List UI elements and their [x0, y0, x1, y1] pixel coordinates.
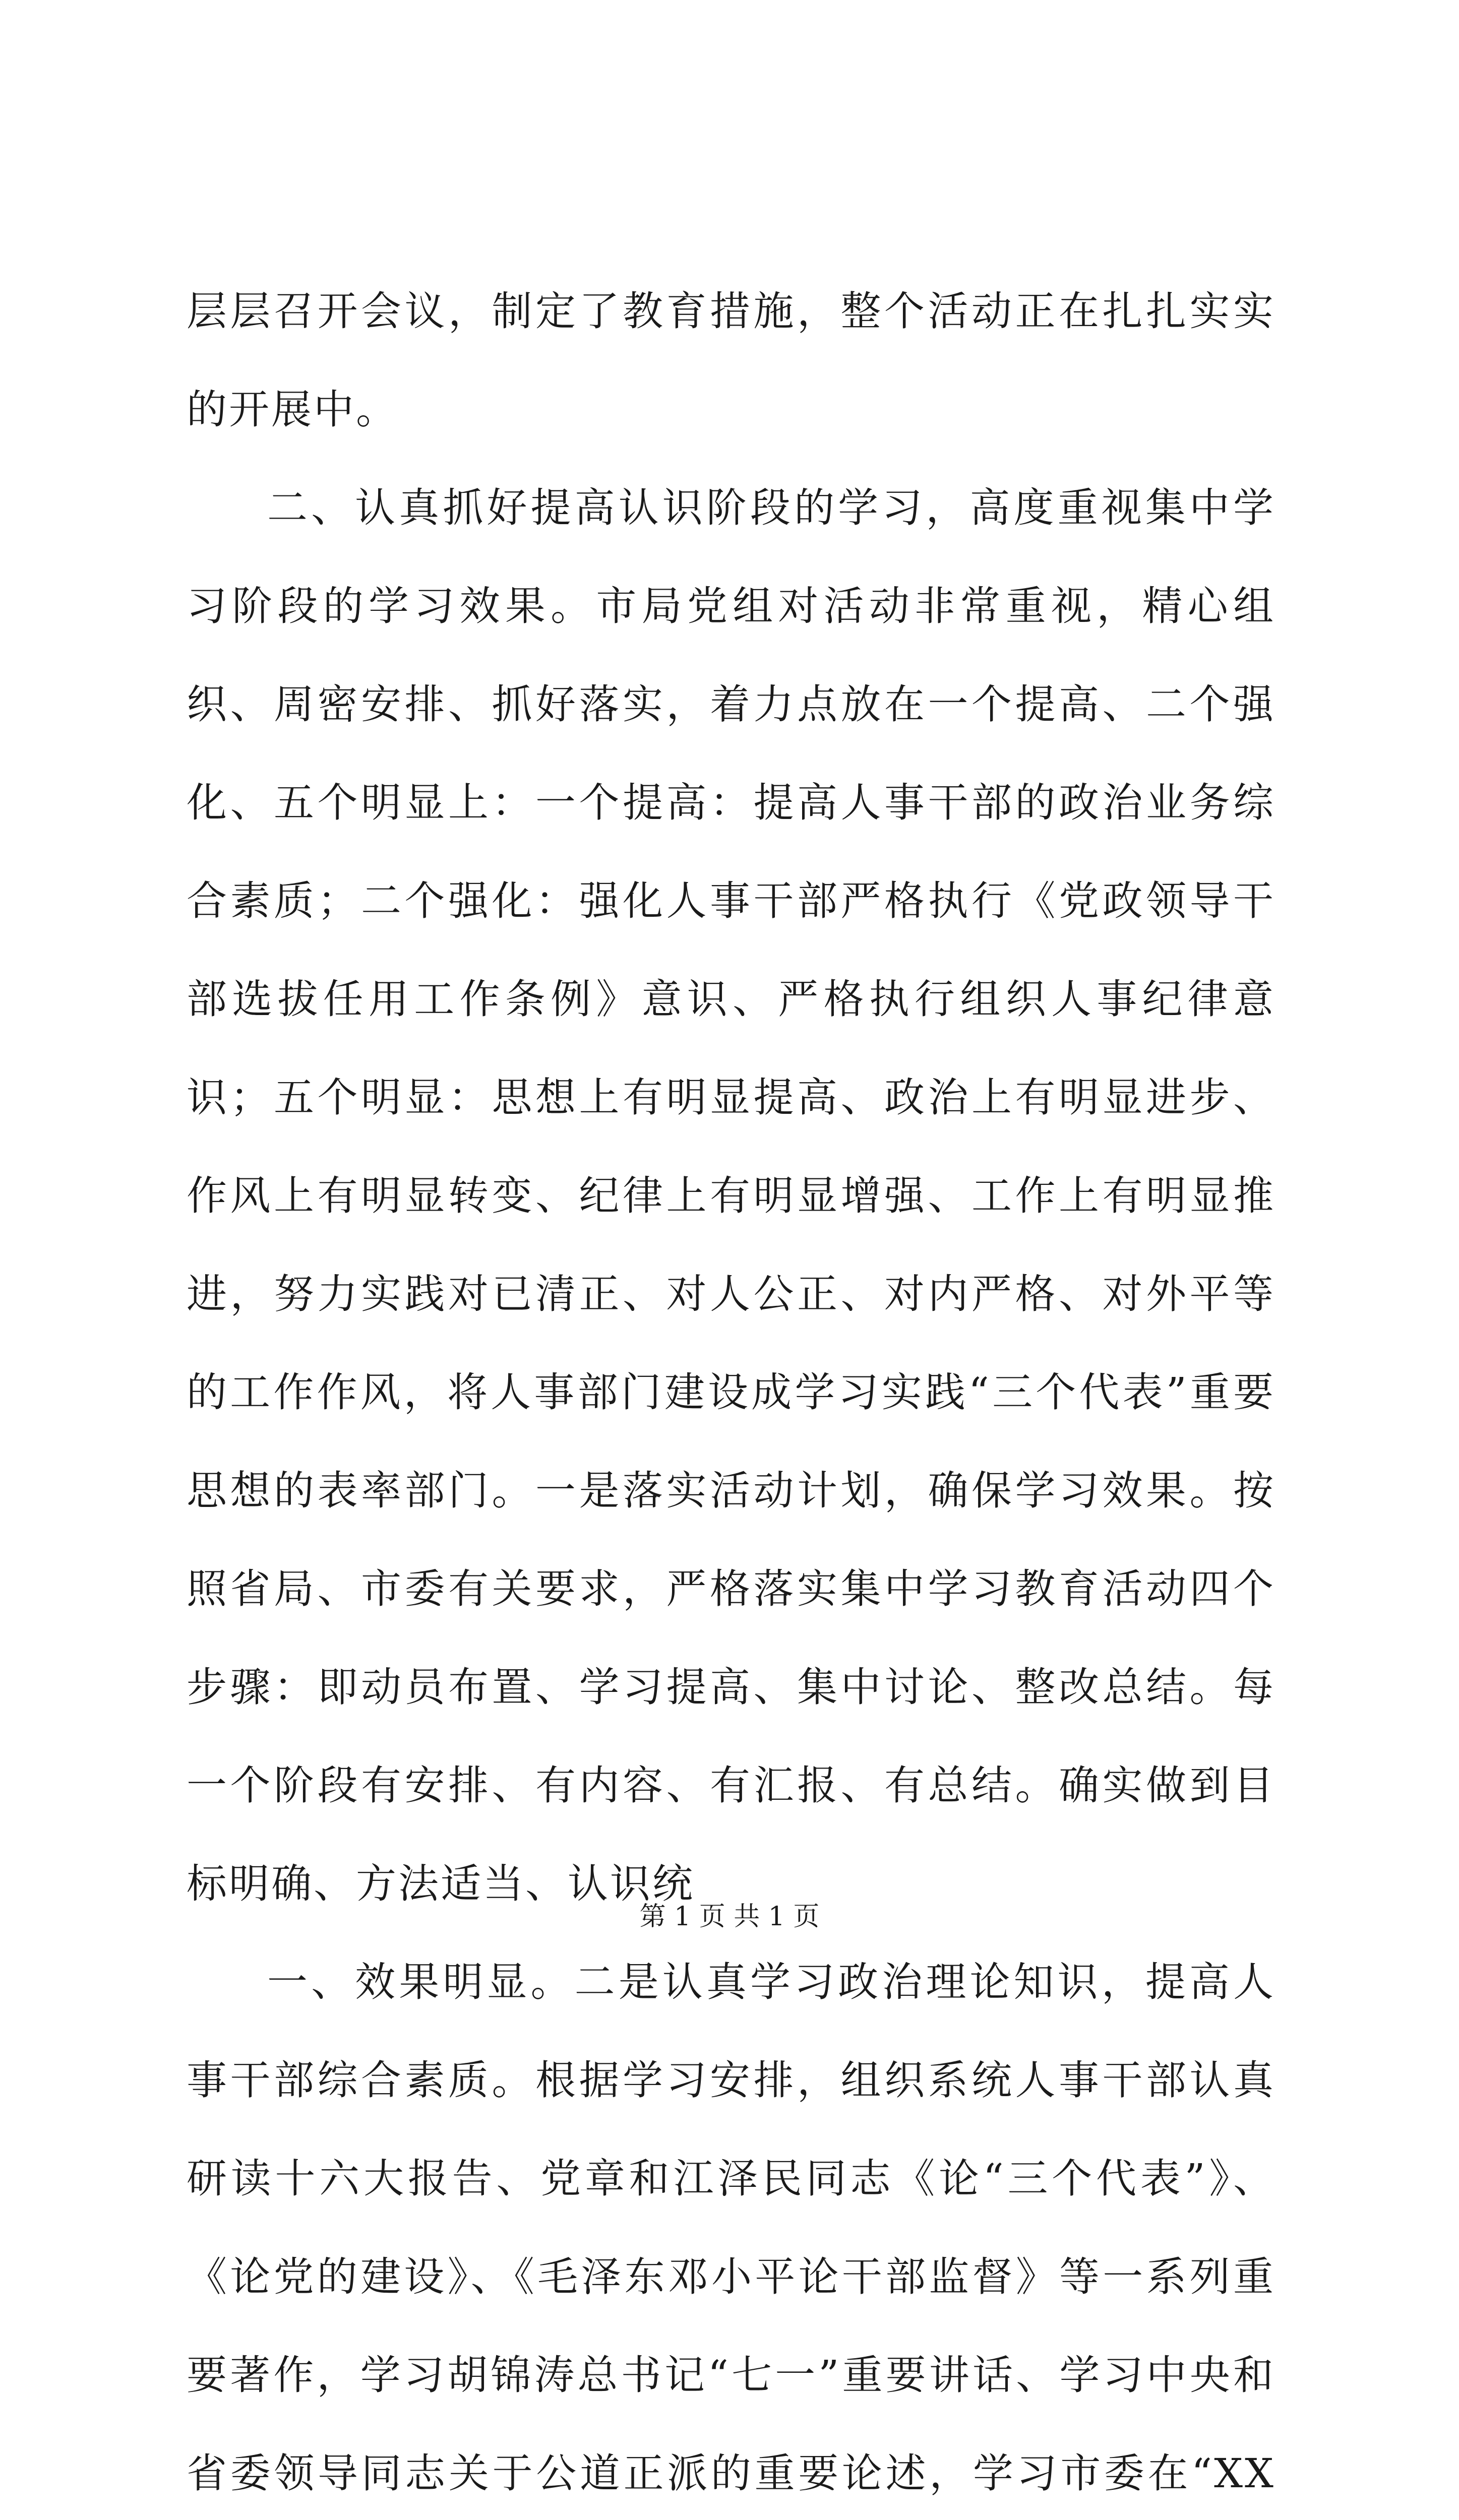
page-footer: 第 1 页 共 1 页 — [639, 1902, 820, 1932]
document-body — [187, 262, 1275, 2520]
paragraph-3: 一、效果明显。二是认真学习政治理论知识，提高人事干部综合素质。根据学习安排，组织系统人事干部认真研读十六大报告、党章和江泽民同志《论“三个代表”》、《论党的建设》、《毛泽东邓小平论干部监督》等一系列重要著作，学习胡锦涛总书记“七一”重要讲话、学习中央和省委领导同志关于公道正派的重要论述，学习市委在“XX — [187, 1959, 1275, 2497]
paragraph-1: 层层召开会议，制定了教育措施，整个活动正在扎扎实实的开展中。 — [187, 288, 1275, 433]
paragraph-2: 二、认真抓好提高认识阶段的学习，高度重视集中学习阶段的学习效果。市局党组对活动非常重视，精心组织、周密安排、抓好落实，着力点放在一个提高、二个强化、五个明显上：一个提高：提高人事干部的政治业务综合素质；二个强化：强化人事干部严格执行《党政领导干部选拔任用工作条例》意识、严格执行组织人事纪律意识；五个明显：思想上有明显提高、政治上有明显进步、作风上有明显转变、纪律上有明显增强、工作上有明显推进，努力实践对已清正、对人公正、对内严格、对外平等的工作作风，将人事部门建设成学习实践“三个代表”重要思想的表率部门。一是落实活动计划，确保学习效果。按照省局、市委有关要求，严格落实集中学习教育活动四个步骤：即动员布置、学习提高、集中讨论、整改总结。每一个阶段有安排、有内容、有汇报、有总结。确实做到目标明确、方法适当、认识统 — [187, 484, 1275, 1907]
